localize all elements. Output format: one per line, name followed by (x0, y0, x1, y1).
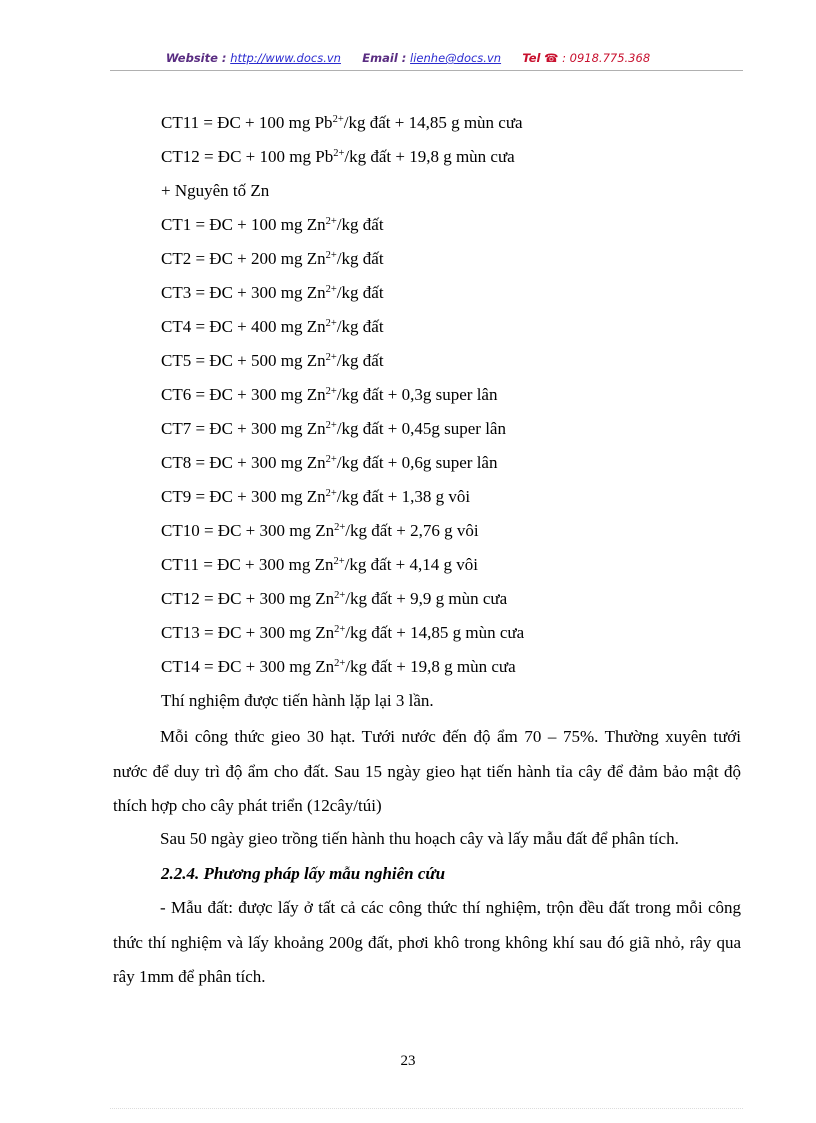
list-item: CT11 = ĐC + 300 mg $Zn^{2+}/kg$ đất + 4,14 g vôi (161, 555, 478, 574)
treatment-list (161, 110, 524, 722)
list-item: CT12 = ĐC + 300 mg $Zn^{2+}/kg$ đất + 9,9 g mùn cưa (161, 589, 508, 608)
list-item: CT2 = ĐC + 200 mg $Zn^{2+}/kg$ đất (161, 249, 384, 268)
list-item: CT14 = ĐC + 300 mg $Zn^{2+}/kg$ đất + 19,8 g mùn cưa (161, 657, 516, 676)
list-item: CT9 = ĐC + 300 mg $Zn^{2+}/kg$ đất + 1,38 g vôi (161, 487, 471, 506)
list-item: CT1 = ĐC + 100 mg $Zn^{2+}/kg$ đất (161, 215, 384, 234)
website-label: Website : (165, 51, 227, 65)
list-item: CT7 = ĐC + 300 mg $Zn^{2+}/kg$ đất + 0,45g super lân (161, 419, 506, 438)
email-link[interactable]: lienhe@docs.vn (410, 51, 502, 65)
website-link[interactable]: http://www.docs.vn (230, 51, 341, 65)
tel-label: Tel (522, 51, 541, 65)
list-item: CT4 = ĐC + 400 mg $Zn^{2+}/kg$ đất (161, 317, 384, 336)
list-item: CT5 = ĐC + 500 mg $Zn^{2+}/kg$ đất (161, 351, 384, 370)
list-item: Thí nghiệm được tiến hành lặp lại 3 lần. (161, 691, 434, 710)
section-heading: 2.2.4. Phương pháp lấy mẫu nghiên cứu (161, 864, 446, 883)
page-header (0, 51, 816, 65)
paragraph-harvest: Sau 50 ngày gieo trồng tiến hành thu hoạch cây và lấy mẫu đất để phân tích. (160, 829, 679, 848)
phone-number: : 0918.775.368 (562, 51, 651, 65)
page-number: 23 (400, 1053, 416, 1069)
list-item: CT13 = ĐC + 300 mg $Zn^{2+}/kg$ đất + 14,85 g mùn cưa (161, 623, 525, 642)
bottom-rule (110, 1108, 743, 1109)
email-label: Email : (362, 51, 407, 65)
list-item: CT6 = ĐC + 300 mg $Zn^{2+}/kg$ đất + 0,3g super lân (161, 385, 498, 404)
list-item: CT11 = ĐC + 100 mg $Pb^{2+}/kg$ đất + 14,85 g mùn cưa (161, 113, 523, 132)
list-item: CT10 = ĐC + 300 mg $Zn^{2+}/kg$ đất + 2,76 g vôi (161, 521, 479, 540)
list-item: CT8 = ĐC + 300 mg $Zn^{2+}/kg$ đất + 0,6g super lân (161, 453, 498, 472)
paragraph-soil-sample: - Mẫu đất: được lấy ở tất cả các công thức thí nghiệm, trộn đều đất trong mỗi công thức thí nghiệm và lấy khoảng 200g đất, phơi khô trong không khí sau đó giã nhỏ, rây qua rây 1mm để phân tích. (113, 898, 741, 986)
list-item: CT12 = ĐC + 100 mg $Pb^{2+}/kg$ đất + 19,8 g mùn cưa (161, 147, 515, 166)
paragraph-sowing: Mỗi công thức gieo 30 hạt. Tưới nước đến độ ẩm 70 – 75%. Thường xuyên tưới nước để duy trì độ ẩm cho đất. Sau 15 ngày gieo hạt tiến hành tỉa cây để đảm bảo mật độ thích hợp cho cây phát triển (12cây/túi) (113, 727, 741, 815)
list-item: + Nguyên tố Zn (161, 181, 270, 200)
phone-icon: ☎ (544, 51, 559, 65)
header-rule (110, 70, 743, 71)
list-item: CT3 = ĐC + 300 mg $Zn^{2+}/kg$ đất (161, 283, 384, 302)
